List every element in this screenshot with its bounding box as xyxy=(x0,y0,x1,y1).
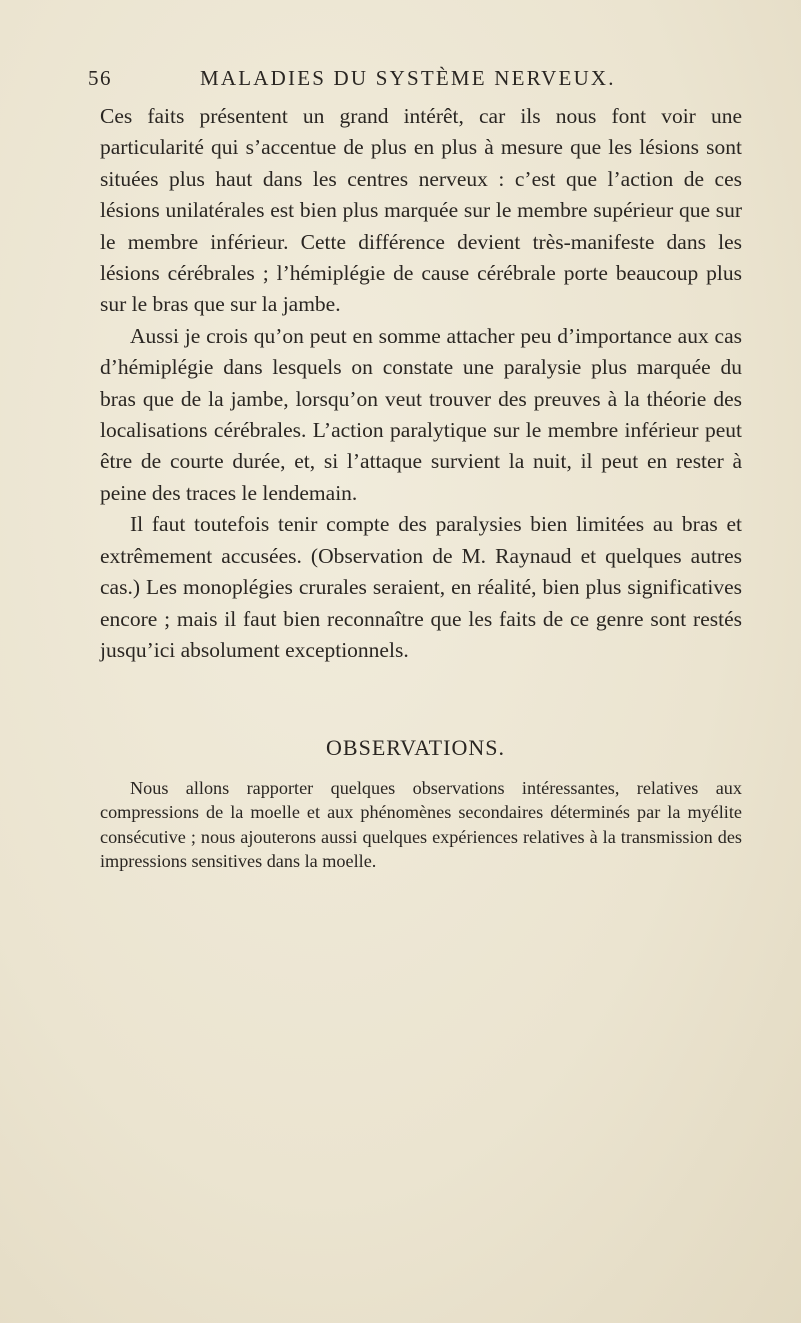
page-header xyxy=(88,66,738,96)
section-title: OBSERVATIONS. xyxy=(326,735,505,760)
section-intro xyxy=(100,776,742,873)
paragraph: Aussi je crois qu’on peut en somme attacher peu d’importance aux cas d’hémiplégie dans lesquels on constate une paralysie plus marquée du bras que de la jambe, lorsqu’on veut trouver des preuves à la théorie des localisations cérébrales. L’action paralytique sur le membre inférieur peut être de courte durée, et, si l’attaque survient la nuit, il peut en rester à peine des traces le lendemain. xyxy=(100,323,742,505)
paragraph: Il faut toutefois tenir compte des paralysies bien limitées au bras et extrêmement accusées. (Observation de M. Raynaud et quelques autres cas.) Les monoplégies crurales seraient, en réalité, bien plus significatives encore ; mais il faut bien reconnaître que les faits de ce genre sont restés jusqu’ici absolument exceptionnels. xyxy=(100,512,742,662)
paragraph: Nous allons rapporter quelques observations intéressantes, relatives aux compressions de la moelle et aux phénomènes secondaires déterminés par la myélite consécutive ; nous ajouterons aussi quelques expériences relatives à la transmission des impressions sensitives dans la moelle. xyxy=(100,778,742,871)
running-head: MALADIES DU SYSTÈME NERVEUX. xyxy=(200,66,616,90)
paragraph: Ces faits présentent un grand intérêt, car ils nous font voir une particularité qui s’accentue de plus en plus à mesure que les lésions sont situées plus haut dans les centres nerveux : c’est que l’action de ces lésions unilatérales est bien plus marquée sur le membre supérieur que sur le membre inférieur. Cette différence devient très-manifeste dans les lésions cérébrales ; l’hémiplégie de cause cérébrale porte beaucoup plus sur le bras que sur la jambe. xyxy=(100,104,742,317)
main-text xyxy=(100,101,742,666)
page-number: 56 xyxy=(88,66,112,90)
